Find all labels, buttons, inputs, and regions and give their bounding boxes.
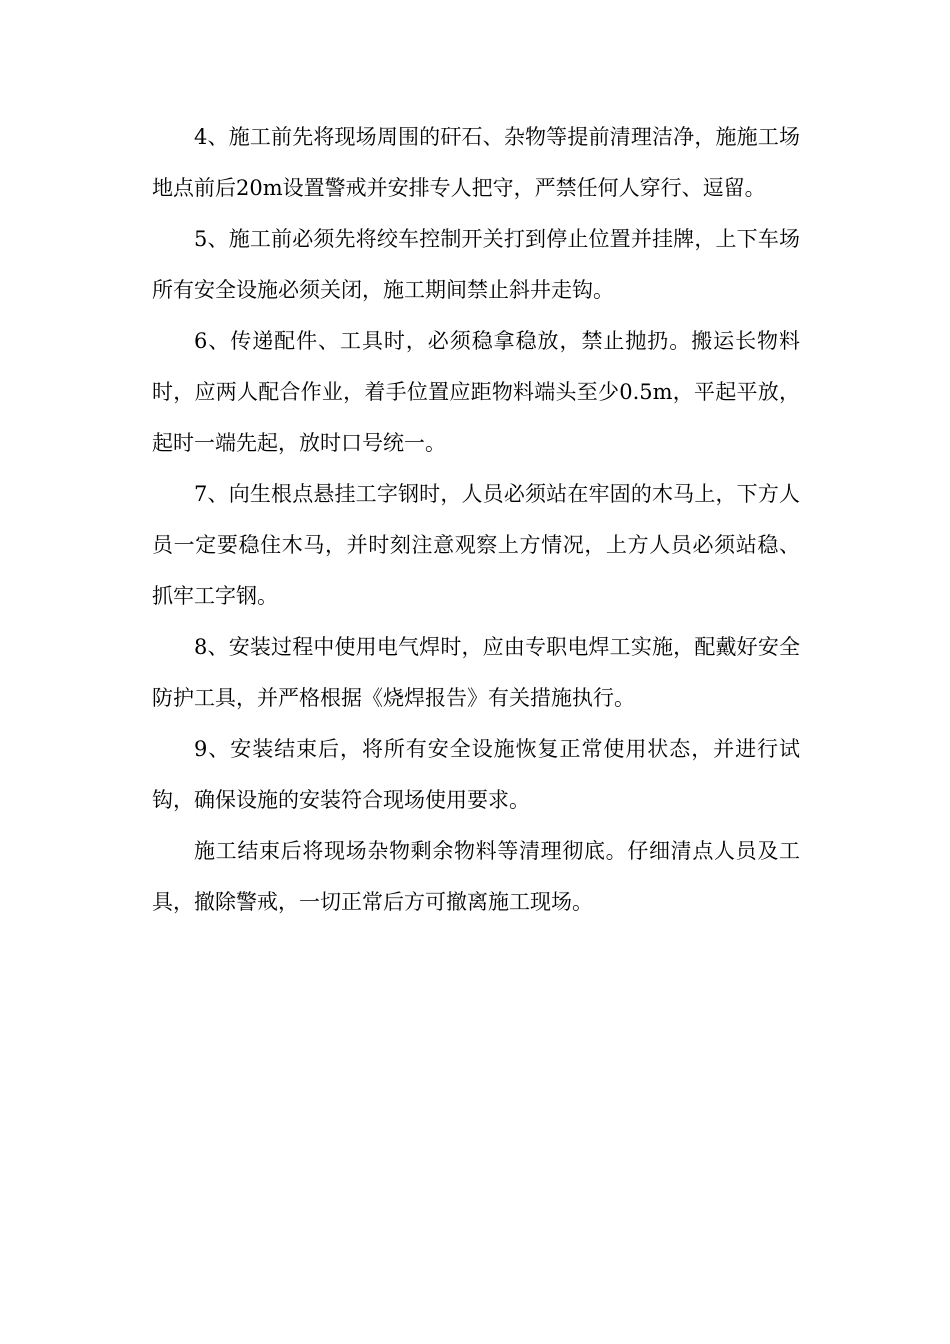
paragraph-5: 5、施工前必须先将绞车控制开关打到停止位置并挂牌，上下车场所有安全设施必须关闭，施工期间禁止斜井走钩。 <box>152 227 800 302</box>
paragraph-9: 9、安装结束后，将所有安全设施恢复正常使用状态，并进行试钩，确保设施的安装符合现场使用要求。 <box>152 737 800 812</box>
paragraph-7: 7、向生根点悬挂工字钢时，人员必须站在牢固的木马上，下方人员一定要稳住木马，并时刻注意观察上方情况，上方人员必须站稳、抓牢工字钢。 <box>152 482 800 608</box>
document-body <box>152 112 800 928</box>
paragraph-4: 4、施工前先将现场周围的矸石、杂物等提前清理洁净，施施工场地点前后20m设置警戒并安排专人把守，严禁任何人穿行、逗留。 <box>152 125 800 200</box>
paragraph-8: 8、安装过程中使用电气焊时，应由专职电焊工实施，配戴好安全防护工具，并严格根据《烧焊报告》有关措施执行。 <box>152 635 800 710</box>
paragraph-6: 6、传递配件、工具时，必须稳拿稳放，禁止抛扔。搬运长物料时，应两人配合作业，着手位置应距物料端头至少0.5m，平起平放，起时一端先起，放时口号统一。 <box>152 329 800 455</box>
paragraph-closing: 施工结束后将现场杂物剩余物料等清理彻底。仔细清点人员及工具，撤除警戒，一切正常后方可撤离施工现场。 <box>152 839 800 914</box>
